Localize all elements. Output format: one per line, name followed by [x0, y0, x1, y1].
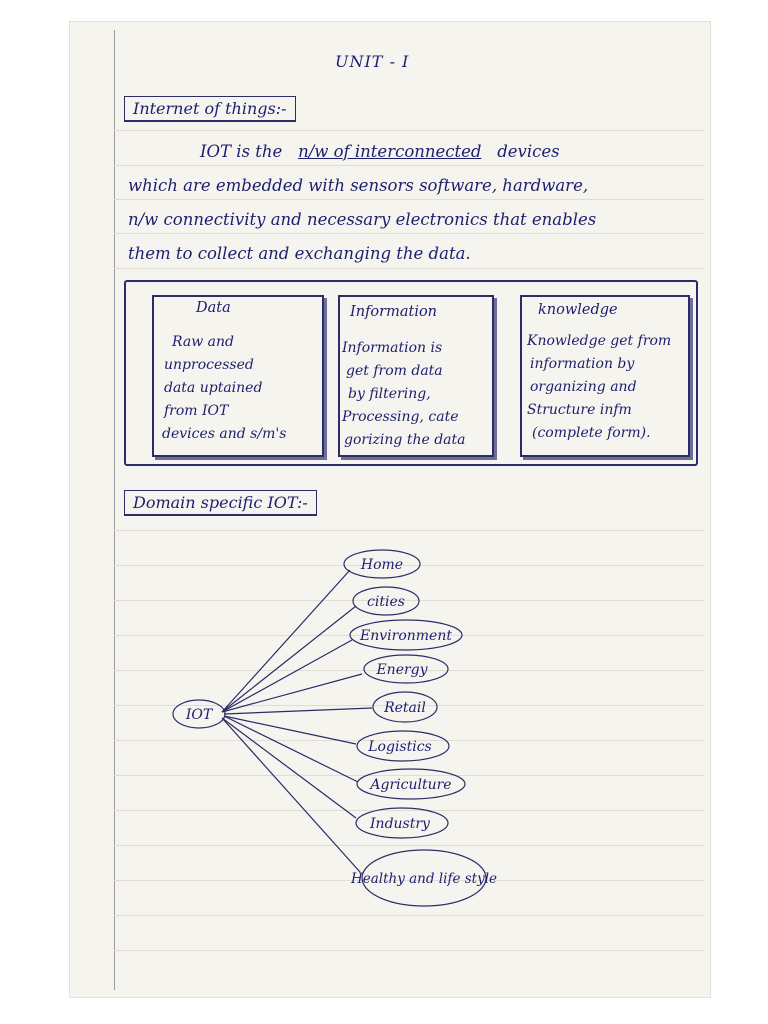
paragraph-line-3: n/w connectivity and necessary electronics that enables: [128, 210, 597, 229]
domain-label-retail: Retail: [384, 700, 426, 716]
paragraph-line-1-start: IOT is the: [200, 142, 283, 161]
domain-label-energy: Energy: [376, 662, 428, 678]
paragraph-line-4: them to collect and exchanging the data.: [128, 244, 471, 263]
information-box-line: Processing, cate: [342, 409, 459, 425]
connector-logistics: [224, 716, 356, 744]
domain-label-cities: cities: [367, 594, 405, 610]
domain-label-healthy-life-style: Healthy and life style: [350, 871, 498, 887]
data-box-line: from IOT: [164, 403, 229, 419]
knowledge-box-line: Knowledge get from: [527, 333, 672, 349]
connector-energy: [222, 674, 362, 712]
information-box-line: by filtering,: [348, 386, 431, 402]
connector-retail: [224, 708, 372, 714]
connector-industry: [222, 718, 356, 818]
domain-label-environment: Environment: [360, 628, 452, 644]
paragraph-line-1-underlined: n/w of interconnected: [298, 142, 482, 161]
data-box-line: unprocessed: [164, 357, 254, 373]
section-title-iot: Internet of things:-: [124, 96, 296, 122]
knowledge-box-line: Structure infm: [527, 402, 632, 418]
knowledge-box-heading: knowledge: [538, 302, 618, 318]
information-box-heading: Information: [350, 304, 438, 320]
knowledge-box-line: organizing and: [530, 379, 637, 395]
data-box-line: Raw and: [172, 334, 234, 350]
data-box-heading: Data: [196, 300, 231, 316]
section-title-domain-specific-iot: Domain specific IOT:-: [124, 490, 317, 516]
connector-cities: [222, 606, 356, 712]
data-box-line: devices and s/m's: [162, 426, 287, 442]
paragraph-line-2: which are embedded with sensors software, hardware,: [128, 176, 589, 195]
information-box-line: gorizing the data: [344, 432, 466, 448]
paragraph-line-1-end: devices: [497, 142, 560, 161]
domain-label-home: Home: [360, 557, 404, 573]
information-box-line: get from data: [346, 363, 443, 379]
connector-agriculture: [224, 716, 358, 782]
information-box-line: Information is: [342, 340, 443, 356]
unit-heading: UNIT - I: [335, 52, 410, 71]
connector-environment: [222, 640, 352, 712]
connector-healthy: [222, 718, 360, 872]
data-box-line: data uptained: [164, 380, 263, 396]
domain-label-industry: Industry: [370, 816, 430, 832]
domain-label-agriculture: Agriculture: [370, 777, 452, 793]
knowledge-box-line: information by: [530, 356, 635, 372]
connector-home: [222, 570, 350, 712]
knowledge-box-line: (complete form).: [532, 425, 651, 441]
iot-center-label: IOT: [185, 707, 213, 723]
domain-label-logistics: Logistics: [368, 739, 432, 755]
